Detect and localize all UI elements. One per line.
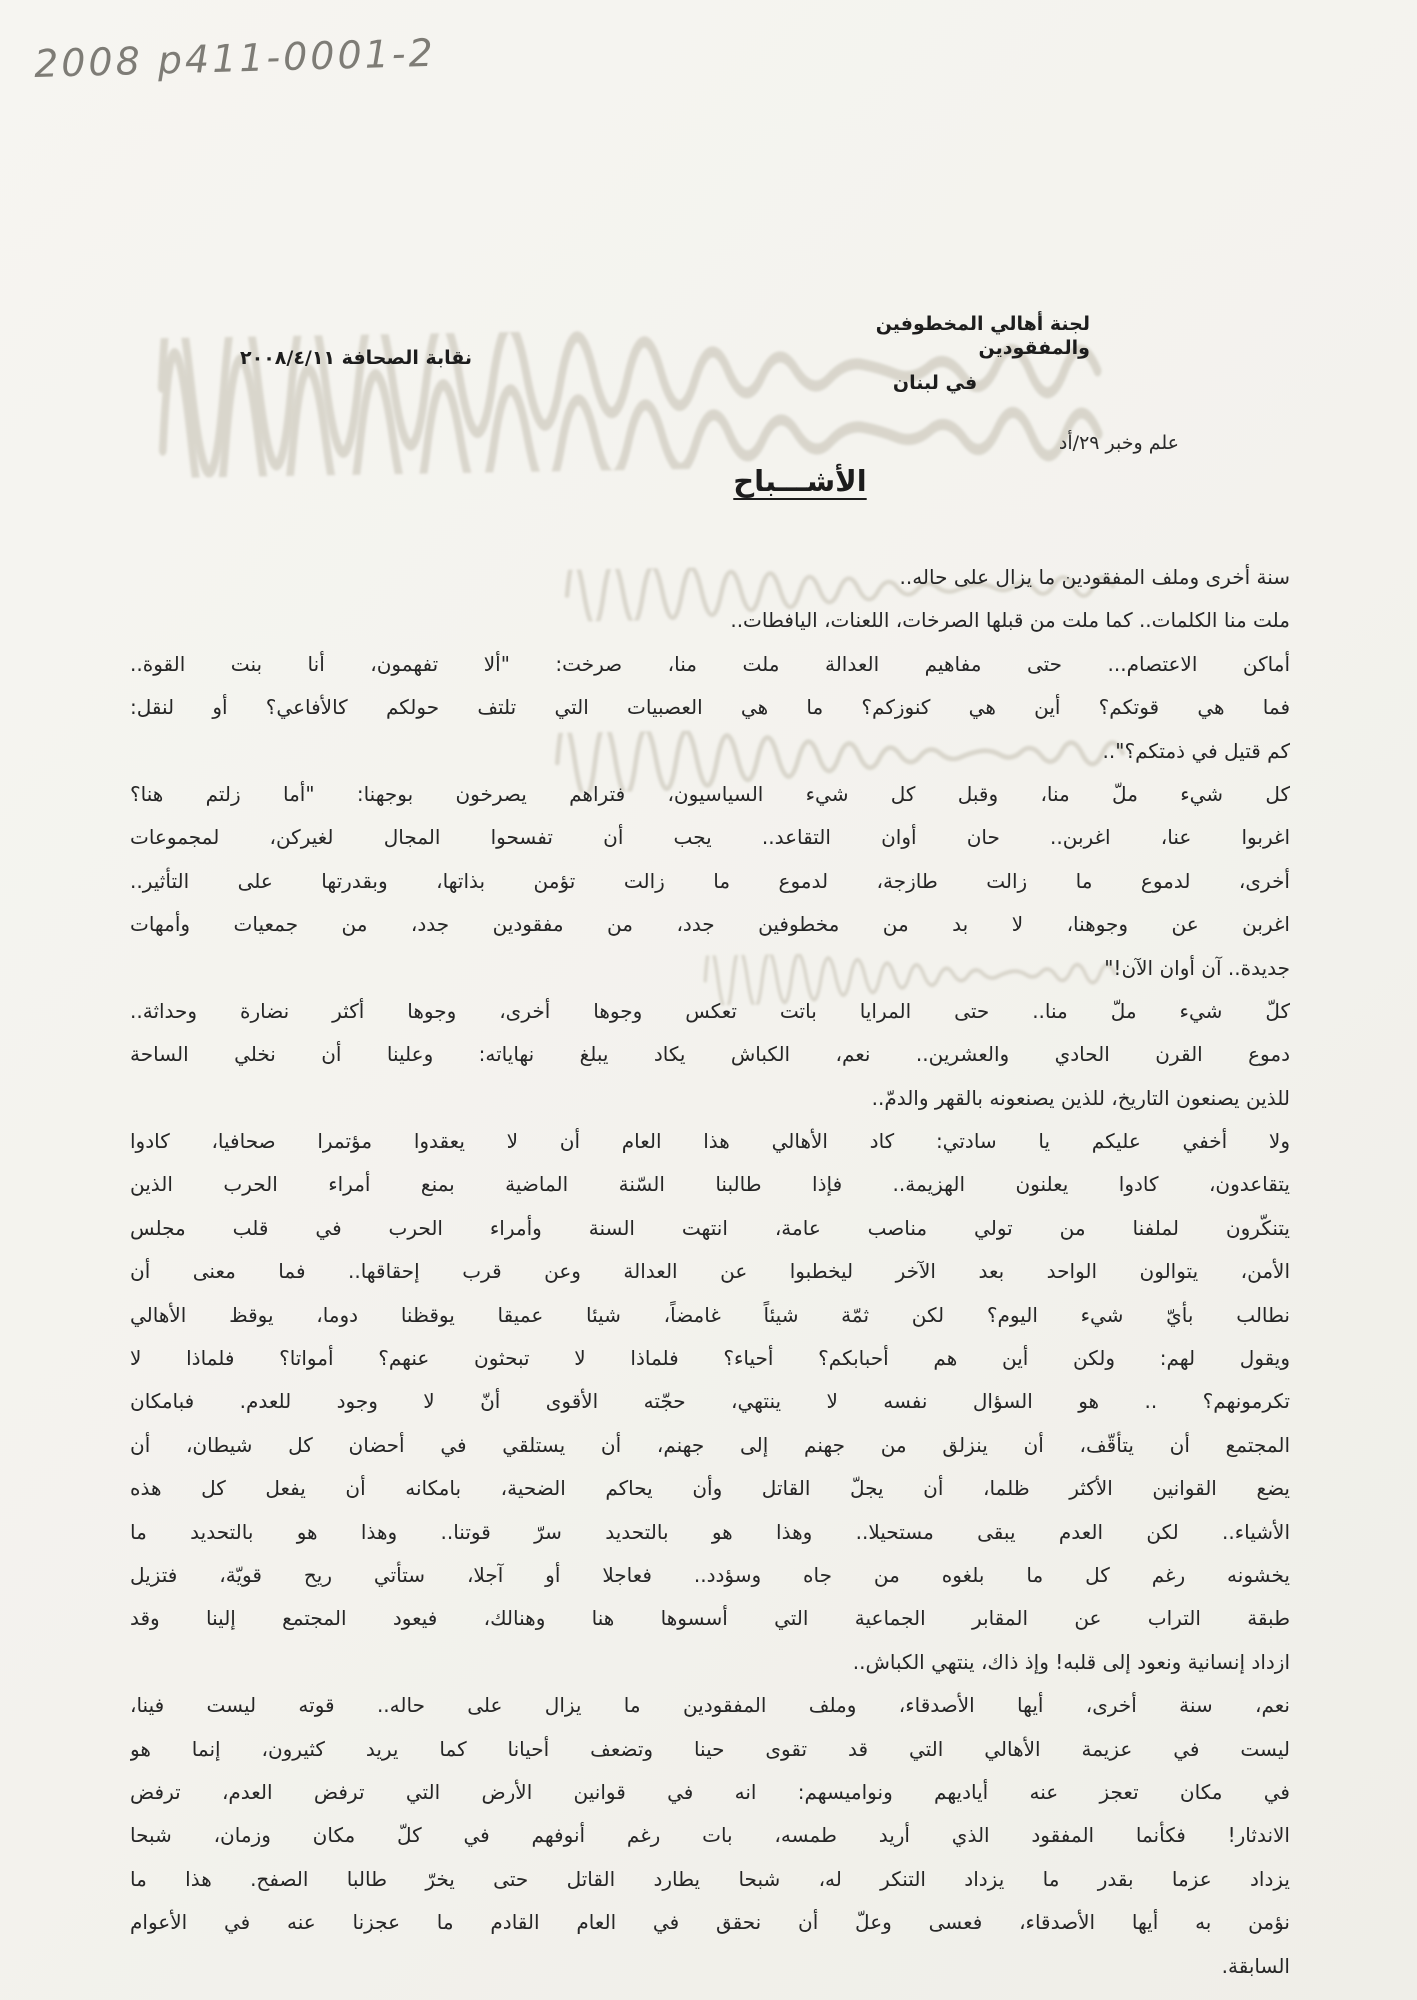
- article-line: يضع القوانين الأكثر ظلما، أن يجلّ القاتل وأن يحاكم الضحية، بامكانه أن يفعل كل هذه: [130, 1476, 1290, 1501]
- article-line: ازداد إنسانية ونعود إلى قلبه! وإذ ذاك، ينتهي الكباش..: [852, 1649, 1290, 1674]
- article-line: الأشياء.. لكن العدم يبقى مستحيلا.. وهذا هو بالتحديد سرّ قوتنا.. وهذا هو بالتحديد ما: [130, 1519, 1290, 1544]
- article-title: الأشـــباح: [733, 464, 867, 498]
- article-body: [130, 556, 1290, 1988]
- article-line: يزداد عزما بقدر ما يزداد التنكر له، شبحا يطارد القاتل حتى يخرّ طالبا الصفح. هذا ما: [130, 1866, 1290, 1891]
- article-line: فما هي قوتكم؟ أين هي كنوزكم؟ ما هي العصبيات التي تلتف حولكم كالأفاعي؟ أو لنقل:: [130, 695, 1290, 720]
- article-line: ويقول لهم: ولكن أين هم أحبابكم؟ أحياء؟ فلماذا لا تبحثون عنهم؟ أمواتا؟ فلماذا لا: [130, 1346, 1290, 1371]
- article-line: سنة أخرى وملف المفقودين ما يزال على حاله..: [899, 565, 1290, 589]
- article-line: كلّ شيء ملّ منا.. حتى المرايا باتت تعكس وجوها أخرى، وجوها أكثر نضارة وحداثة..: [130, 998, 1290, 1023]
- handwritten-reference: 2008 p411-0001-2: [33, 30, 437, 86]
- permit-number: علم وخبر ٢٩/أد: [1058, 432, 1179, 454]
- article-line: نعم، سنة أخرى، أيها الأصدقاء، وملف المفقودين ما يزال على حاله.. قوته ليست فينا،: [130, 1693, 1290, 1718]
- article-line: ليست في عزيمة الأهالي التي قد تقوى حينا وتضعف أحيانا كما يريد كثيرون، إنما هو: [130, 1736, 1290, 1761]
- article-line: السابقة.: [1221, 1953, 1290, 1978]
- article-line: كل شيء ملّ منا، وقبل كل شيء السياسيون، فتراهم يصرخون بوجهنا: "أما زلتم هنا؟: [130, 781, 1290, 806]
- article-line: يتنكّرون لملفنا من تولي مناصب عامة، انتهت السنة وأمراء الحرب في قلب مجلس: [130, 1215, 1290, 1240]
- article-line: اغربوا عنا، اغربن.. حان أوان التقاعد.. يجب أن تفسحوا المجال لغيركن، لمجموعات: [130, 825, 1290, 850]
- article-line: يتقاعدون، كادوا يعلنون الهزيمة.. فإذا طالبنا السّنة الماضية بمنع أمراء الحرب الذين: [130, 1172, 1290, 1197]
- article-line: كم قتيل في ذمتكم؟"..: [1102, 738, 1290, 763]
- article-line: الأمن، يتوالون الواحد بعد الآخر ليخطبوا عن العدالة وعن قرب إحقاقها.. فما معنى أن: [130, 1259, 1290, 1284]
- article-line: في مكان تعجز عنه أياديهم ونواميسهم: انه في قوانين الأرض التي ترفض العدم، ترفض: [130, 1779, 1290, 1804]
- article-line: اغربن عن وجوهنا، لا بد من مخطوفين جدد، من مفقودين جدد، من جمعيات وأمهات: [130, 912, 1290, 937]
- article-line: ملت منا الكلمات.. كما ملت من قبلها الصرخات، اللعنات، اليافطات..: [730, 608, 1290, 633]
- article-line: للذين يصنعون التاريخ، للذين يصنعونه بالقهر والدمّ..: [871, 1085, 1290, 1110]
- article-line: ولا أخفي عليكم يا سادتي: كاد الأهالي هذا العام أن لا يعقدوا مؤتمرا صحافيا، كادوا: [130, 1129, 1290, 1154]
- article-line: أماكن الاعتصام... حتى مفاهيم العدالة ملت منا، صرخت: "ألا تفهمون، أنا بنت القوة..: [130, 651, 1290, 676]
- article-line: دموع القرن الحادي والعشرين.. نعم، الكباش يكاد يبلغ نهاياته: وعلينا أن نخلي الساحة: [130, 1042, 1290, 1067]
- article-line: أخرى، لدموع ما زالت طازجة، لدموع ما زالت تؤمن بذاتها، وبقدرتها على التأثير..: [130, 868, 1290, 893]
- article-line: يخشونه رغم كل ما بلغوه من جاه وسؤدد.. فعاجلا أو آجلا، ستأتي ريح قويّة، فتزيل: [130, 1562, 1290, 1587]
- article-line: الاندثار! فكأنما المفقود الذي أريد طمسه، بات رغم أنوفهم في كلّ مكان وزمان، شبحا: [130, 1823, 1290, 1848]
- article-line: تكرمونهم؟ .. هو السؤال نفسه لا ينتهي، حجّته الأقوى أنّ لا وجود للعدم. فبامكان: [130, 1389, 1290, 1414]
- organization-country: في لبنان: [892, 372, 978, 394]
- organization-name: لجنة أهالي المخطوفين والمفقودين: [875, 313, 1090, 359]
- article-line: نؤمن به أيها الأصدقاء، فعسى وعلّ أن نحقق في العام القادم ما عجزنا عنه في الأعوام: [130, 1910, 1290, 1935]
- article-line: المجتمع أن يتأقّف، أن ينزلق من جهنم إلى جهنم، أن يستلقي في أحضان كل شيطان، أن: [130, 1432, 1290, 1457]
- letterhead-organization: [780, 312, 1090, 395]
- article-line: نطالب بأيّ شيء اليوم؟ لكن ثمّة شيئاً غامضاً، شيئا عميقا يوقظنا دوما، يوقظ الأهالي: [130, 1302, 1290, 1327]
- press-syndicate-date: نقابة الصحافة ٢٠٠٨/٤/١١: [240, 347, 473, 369]
- article-line: طبقة التراب عن المقابر الجماعية التي أسسوها هنا وهنالك، فيعود المجتمع إلينا وقد: [130, 1606, 1290, 1631]
- article-line: جديدة.. آن أوان الآن!": [1104, 955, 1290, 980]
